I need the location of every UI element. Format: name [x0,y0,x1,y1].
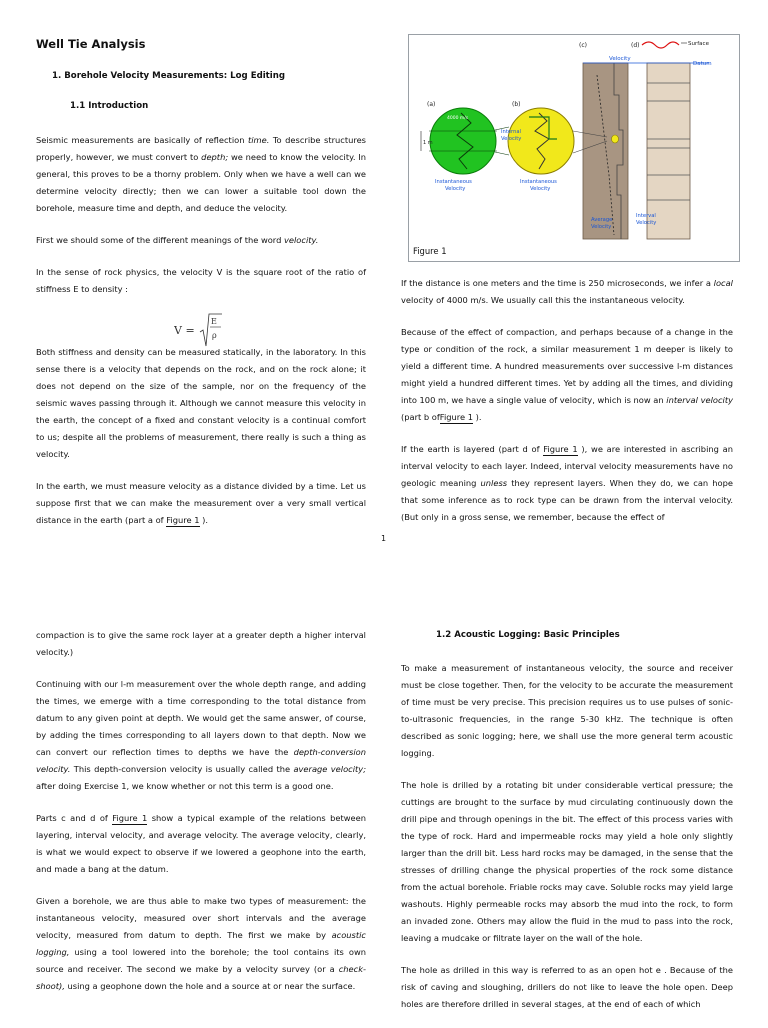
label-instantaneous-a: Instantaneous Velocity [435,179,472,192]
svg-text:E: E [211,317,217,326]
paragraph: Because of the effect of compaction, and perhaps because of a change in the type or condition of the rock, a similar measurement 1 m deeper is likely to yield a different time. A hundred measurements over successive l-m distances might yield a hundred different times. Yet by adding all the times, and dividing into 100 m, we have a single value of velocity, which is now an interval velocity (part b ofFigure 1 ). [401,327,733,422]
label-d: (d) [631,42,640,49]
paragraph: First we should some of the different meanings of the word velocity. [36,235,319,245]
label-surface: Surface [688,41,709,47]
figure-link[interactable]: Figure 1 [439,412,474,422]
paragraph: In the earth, we must measure velocity as a distance divided by a time. Let us suppose first that we can make the measurement over a very small vertical distance in the earth (part a of Figure 1 ). [36,481,366,525]
label-a: (a) [427,101,436,108]
page-2 [0,600,768,1024]
page2-right-column [401,660,733,1028]
label-1m: 1 m [423,140,433,146]
velocity-diagram [409,35,739,261]
label-average: Average Velocity [591,217,613,230]
formula-graphic [174,310,224,350]
label-velocity: Velocity [609,56,631,62]
section-heading-acoustic: 1.2 Acoustic Logging: Basic Principles [436,630,620,640]
paragraph: Both stiffness and density can be measured statically, in the laboratory. In this sense there is a velocity that depends on the rock, and on the rock alone; it does not depend on the size of the sample, nor on the frequency of the seismic waves passing through it. Although we cannot measure this velocity in the earth, the concept of a fixed and constant velocity is a continual comfort to us; despite all the problems of measurement, there really is such a thing as velocity. [36,347,366,459]
page1-right-column [401,275,733,541]
figure-caption: Figure 1 [413,246,447,256]
paragraph: If the earth is layered (part d of Figure 1 ), we are interested in ascribing an interval velocity to each layer. Indeed, interval velocity measurements have no geologic meaning unless they represent layers. When they do, we can hope that some inference as to rock type can be drawn from the interval velocity. (But only in a gross sense, we remember, because the effect of [401,444,734,522]
label-b: (b) [512,101,521,108]
label-instantaneous-b: Instantaneous Velocity [520,179,557,192]
velocity-formula [174,310,224,353]
paragraph: compaction is to give the same rock layer at a greater depth a higher interval velocity.) [36,630,366,657]
label-4000: 4000 m/s [447,116,469,121]
figure-link[interactable]: Figure 1 [112,813,148,823]
paragraph: The hole as drilled in this way is referred to as an open hot e . Because of the risk of caving and sloughing, drillers do not like to leave the hole open. Deep holes are therefore drilled in several stages, at the end of each of which [401,965,733,1009]
section-heading: 1. Borehole Velocity Measurements: Log Editing [52,71,285,81]
figure-1 [408,34,740,262]
paragraph: Seismic measurements are basically of reflection time. To describe structures properly, however, we must convert to depth; we need to know the velocity. In general, this proves to be a thorny problem. Only when we have a well can we determine velocity directly; then we can lower a suitable tool down the borehole, measure time and depth, and deduce the velocity. [36,135,366,213]
paragraph: If the distance is one meters and the time is 250 microseconds, we infer a local velocity of 4000 m/s. We usually call this the instantaneous velocity. [401,278,733,305]
paragraph: Given a borehole, we are thus able to make two types of measurement: the instantaneous velocity, measured over short intervals and the average velocity, measured from datum to depth. The first we make by acoustic logging, using a tool lowered into the borehole; the tool contains its own source and receiver. The second we make by a velocity survey (or a check-shoot), using a geophone down the hole and a source at or near the surface. [36,896,366,991]
paragraph: In the sense of rock physics, the velocity V is the square root of the ratio of stiffness E to density : [36,267,366,294]
paragraph: Continuing with our l-m measurement over the whole depth range, and adding the times, we emerge with a time corresponding to the total distance from datum to any given point at depth. We would get the same answer, of course, by adding the times corresponding to all layers down to that depth. Now we can convert our reflection times to depths we have the depth-conversion velocity. This depth-conversion velocity is usually called the average velocity; after doing Exercise 1, we know whether or not this term is a good one. [36,679,366,791]
page2-left-column [36,627,366,1010]
subsection-heading: 1.1 Introduction [70,101,149,111]
paragraph: To make a measurement of instantaneous velocity, the source and receiver must be close together. Then, for the velocity to be accurate the measurement of time must be very precise. This precision requires us to use pulses of sonic-to-ultrasonic frequencies, in the range 5-30 kHz. The technique is often described as sonic logging; here, we shall use the more general term acoustic logging. [401,663,733,758]
label-c: (c) [579,42,587,49]
svg-text:ρ: ρ [212,331,217,340]
paragraph: Parts c and d of Figure 1 show a typical example of the relations between layering, interval velocity, and average velocity. The average velocity, clearly, is what we would expect to observe if we lowered a geophone into the earth, and made a bang at the datum. [36,813,367,874]
label-interval-b: Internal Velocity [501,129,522,142]
svg-text:V =: V = [174,324,195,337]
page-number: 1 [381,534,387,543]
label-interval-c: Interval Velocity [636,213,657,226]
page-gap [0,556,768,600]
paragraph: The hole is drilled by a rotating bit under considerable vertical pressure; the cuttings are brought to the surface by mud circulating continuously down the drill pipe and through openings in the bit. The effect of this process varies with the type of rock. Hard and impermeable rocks may yield a hole only slightly larger than the drill bit. Less hard rocks may be damaged, in the sense that the stresses of drilling change the physical properties of the rock some distance from the actual borehole. Friable rocks may cave. Soluble rocks may yield large washouts. Highly permeable rocks may absorb the mud into the rock, to form an invaded zone. Others may allow the fluid in the mud to pass into the rock, leaving a mudcake or filtrate layer on the wall of the hole. [401,780,733,943]
figure-link[interactable]: Figure 1 [543,444,578,454]
label-datum: Datum [693,61,712,67]
figure-link[interactable]: Figure 1 [166,515,200,525]
document-title: Well Tie Analysis [36,37,146,51]
